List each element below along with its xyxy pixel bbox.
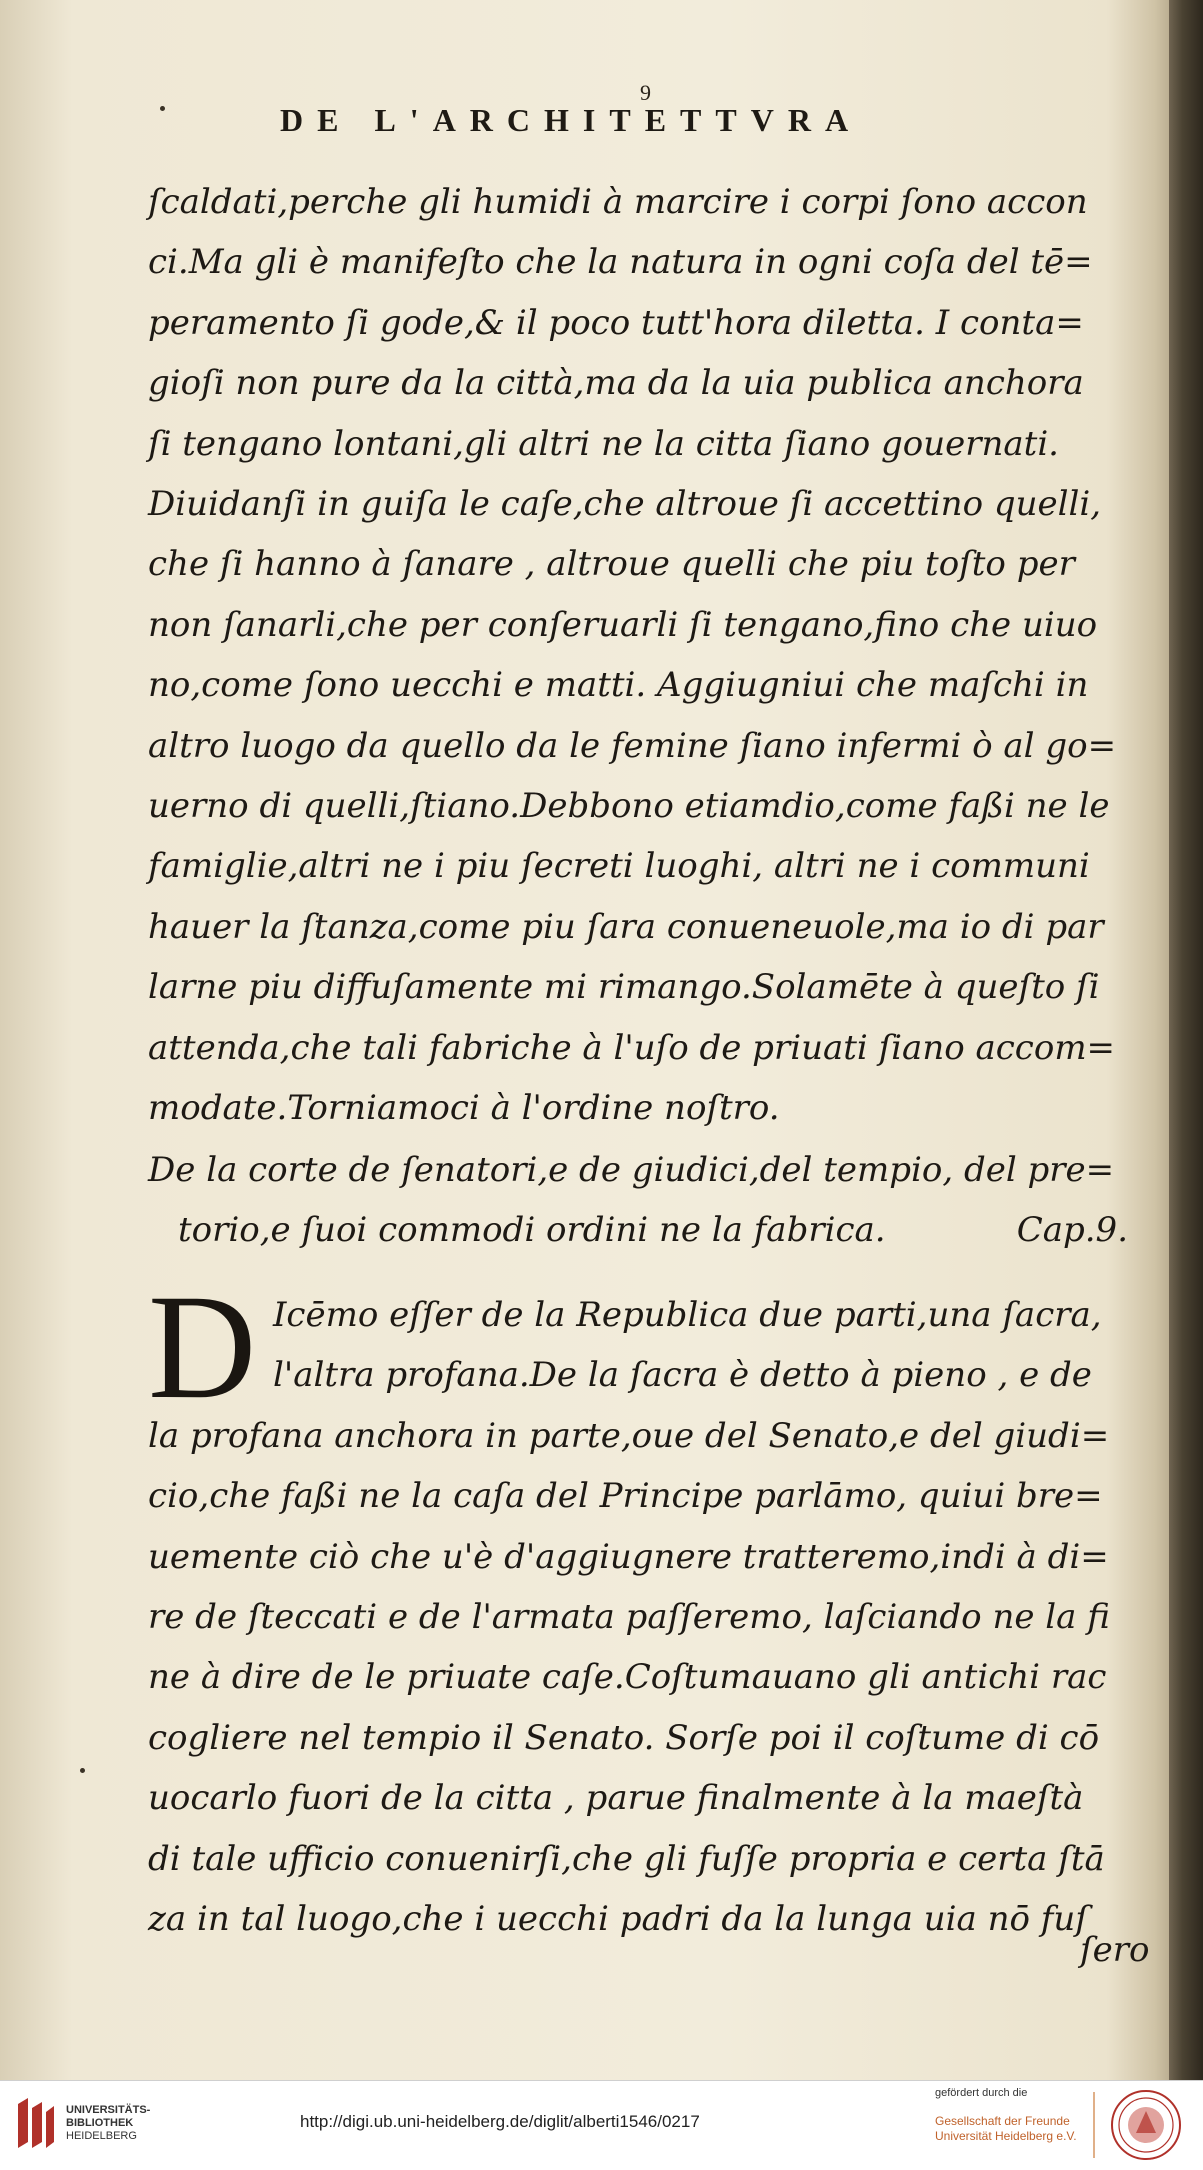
text-line: uocarlo fuori de la citta , parue finalmente à la maeſtà [148,1778,1084,1819]
page-url-link[interactable]: http://digi.ub.uni-heidelberg.de/diglit/alberti1546/0217 [300,2112,700,2131]
library-logo-icon [14,2094,56,2152]
body-text [148,172,1138,1139]
catchword: ſero [1080,1930,1150,1970]
text-line: gioſi non pure da la città,ma da la uia publica anchora [148,363,1084,404]
text-line: za in tal luogo,che i uecchi padri da la lunga uia nō fuſ [148,1899,1088,1940]
text-line: ne à dire de le priuate caſe.Coſtumauano gli antichi rac [148,1657,1107,1698]
text-line: cogliere nel tempio il Senato. Sorſe poi il coſtume di cō [148,1717,1100,1758]
text-line: l'altra profana.De la ſacra è detto à pieno , e de [273,1355,1092,1396]
text-line: non ſanarli,che per conſeruarli ſi tengano,fino che uiuo [148,604,1098,645]
text-line: cio,che faßi ne la caſa del Principe parlāmo, quiui bre= [148,1476,1103,1517]
text-line: ſi tengano lontani,gli altri ne la citta ſiano gouernati. [148,423,1059,464]
chapter-heading [148,1140,1138,1260]
chapter-heading-text: torio,e ſuoi commodi ordini ne la fabrica. [178,1210,886,1250]
text-line: ſcaldati,perche gli humidi à marcire i corpi ſono accon [148,182,1088,222]
text-line: di tale ufficio conuenirſi,che gli fuſſe propria e certa ſtā [148,1838,1105,1879]
text-line: la profana anchora in parte,oue del Senato,e del giudi= [148,1415,1110,1456]
text-line: che ſi hanno à ſanare , altroue quelli che piu toſto per [148,544,1075,585]
text-line: ci.Ma gli è manifeſto che la natura in ogni coſa del tē= [148,242,1093,283]
text-line: famiglie,altri ne i piu ſecreti luoghi, altri ne i communi [148,846,1090,887]
text-line: uemente ciò che u'è d'aggiugnere tratteremo,indi à di= [148,1536,1109,1577]
chapter-body-text [148,1264,1138,1949]
text-line: hauer la ſtanza,come piu ſara conueneuole,ma io di par [148,906,1104,947]
chapter-number: Cap.9. [1016,1210,1128,1250]
chapter-heading-line [148,1200,1138,1260]
sponsor-label: gefördert durch die [935,2087,1028,2099]
margin-dot [80,1768,85,1773]
signature-mark: 9 [640,80,651,105]
drop-cap: D [148,1264,257,1430]
text-line: re de ſteccati e de l'armata paſſeremo, laſciando ne la fi [148,1597,1110,1638]
chapter-heading-line: De la corte de ſenatori,e de giudici,del tempio, del pre= [148,1150,1115,1190]
library-name: UNIVERSITÄTS- BIBLIOTHEK HEIDELBERG [66,2104,151,2142]
margin-dot [160,106,165,111]
running-head: DE L'ARCHITETTVRA [280,102,863,138]
text-line: modate.Torniamoci à l'ordine noſtro. [148,1088,780,1129]
footer-divider [1093,2092,1095,2158]
text-line: altro luogo da quello da le femine ſiano infermi ò al go= [148,725,1117,766]
text-line: no,come ſono uecchi e matti. Aggiugniui che maſchi in [148,665,1089,706]
university-seal-icon [1110,2089,1182,2161]
text-line: Icēmo eſſer de la Republica due parti,una ſacra, [273,1295,1102,1335]
society-name: Gesellschaft der Freunde Universität Heidelberg e.V. [935,2114,1077,2143]
text-line: Diuidanſi in guiſa le caſe,che altroue ſi accettino quelli, [148,484,1102,525]
text-line: uerno di quelli,ſtiano.Debbono etiamdio,come faßi ne le [148,786,1110,827]
text-line: larne piu diffuſamente mi rimango.Solamēte à queſto ſi [148,967,1100,1008]
book-page-edge [1169,0,1203,2080]
text-line: peramento ſi gode,& il poco tutt'hora diletta. I conta= [148,302,1084,343]
text-line: attenda,che tali fabriche à l'uſo de priuati ſiano accom= [148,1027,1116,1068]
